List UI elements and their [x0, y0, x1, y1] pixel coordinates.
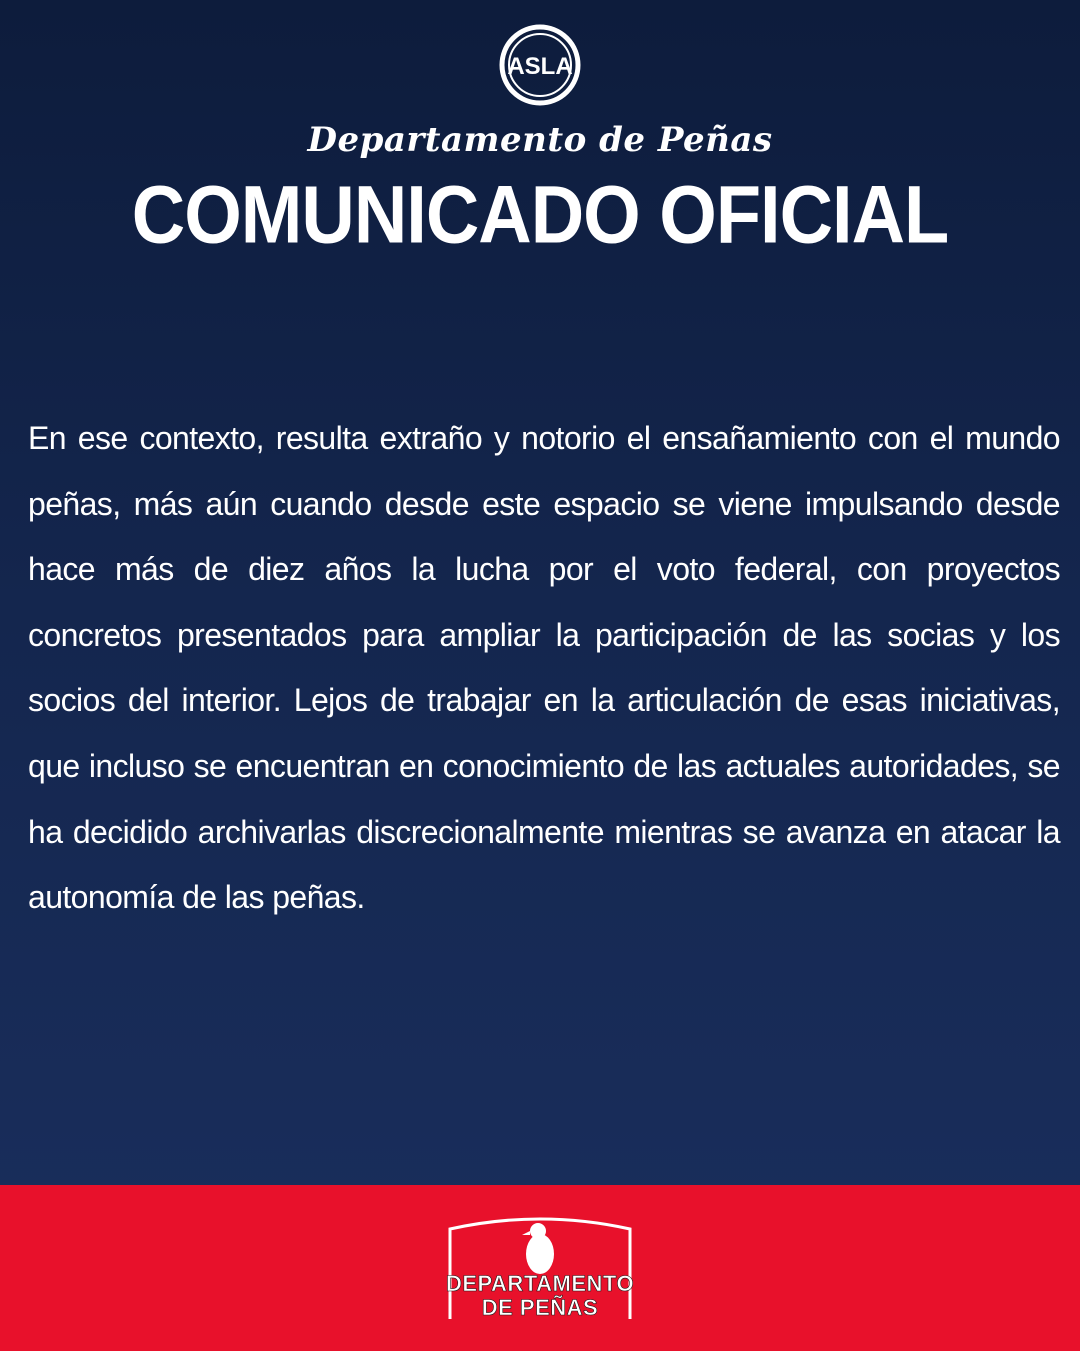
statement-paragraph: En ese contexto, resulta extraño y notorio el ensañamiento con el mundo peñas, más aún cuando desde este espacio se viene impulsando desde hace más de diez años la lucha por el voto federal, con proyectos concretos presentados para ampliar la participación de las socias y los socios del interior. Lejos de trabajar en la articulación de esas iniciativas, que incluso se encuentran en conocimiento de las actuales autoridades, se ha decidido archivarlas discrecionalmente mientras se avanza en atacar la autonomía de las peñas.: [28, 420, 1060, 916]
department-subtitle: Departamento de Peñas: [307, 120, 773, 160]
footer-label-line1: DEPARTAMENTO: [445, 1271, 635, 1296]
footer-label-line2: DE PEÑAS: [481, 1295, 599, 1320]
page-title: COMUNICADO OFICIAL: [131, 168, 949, 261]
footer-banner: [0, 1185, 1080, 1351]
casla-crest-icon: [497, 22, 583, 108]
casla-logo: [497, 22, 583, 108]
svg-text:ASLA: ASLA: [507, 53, 573, 80]
